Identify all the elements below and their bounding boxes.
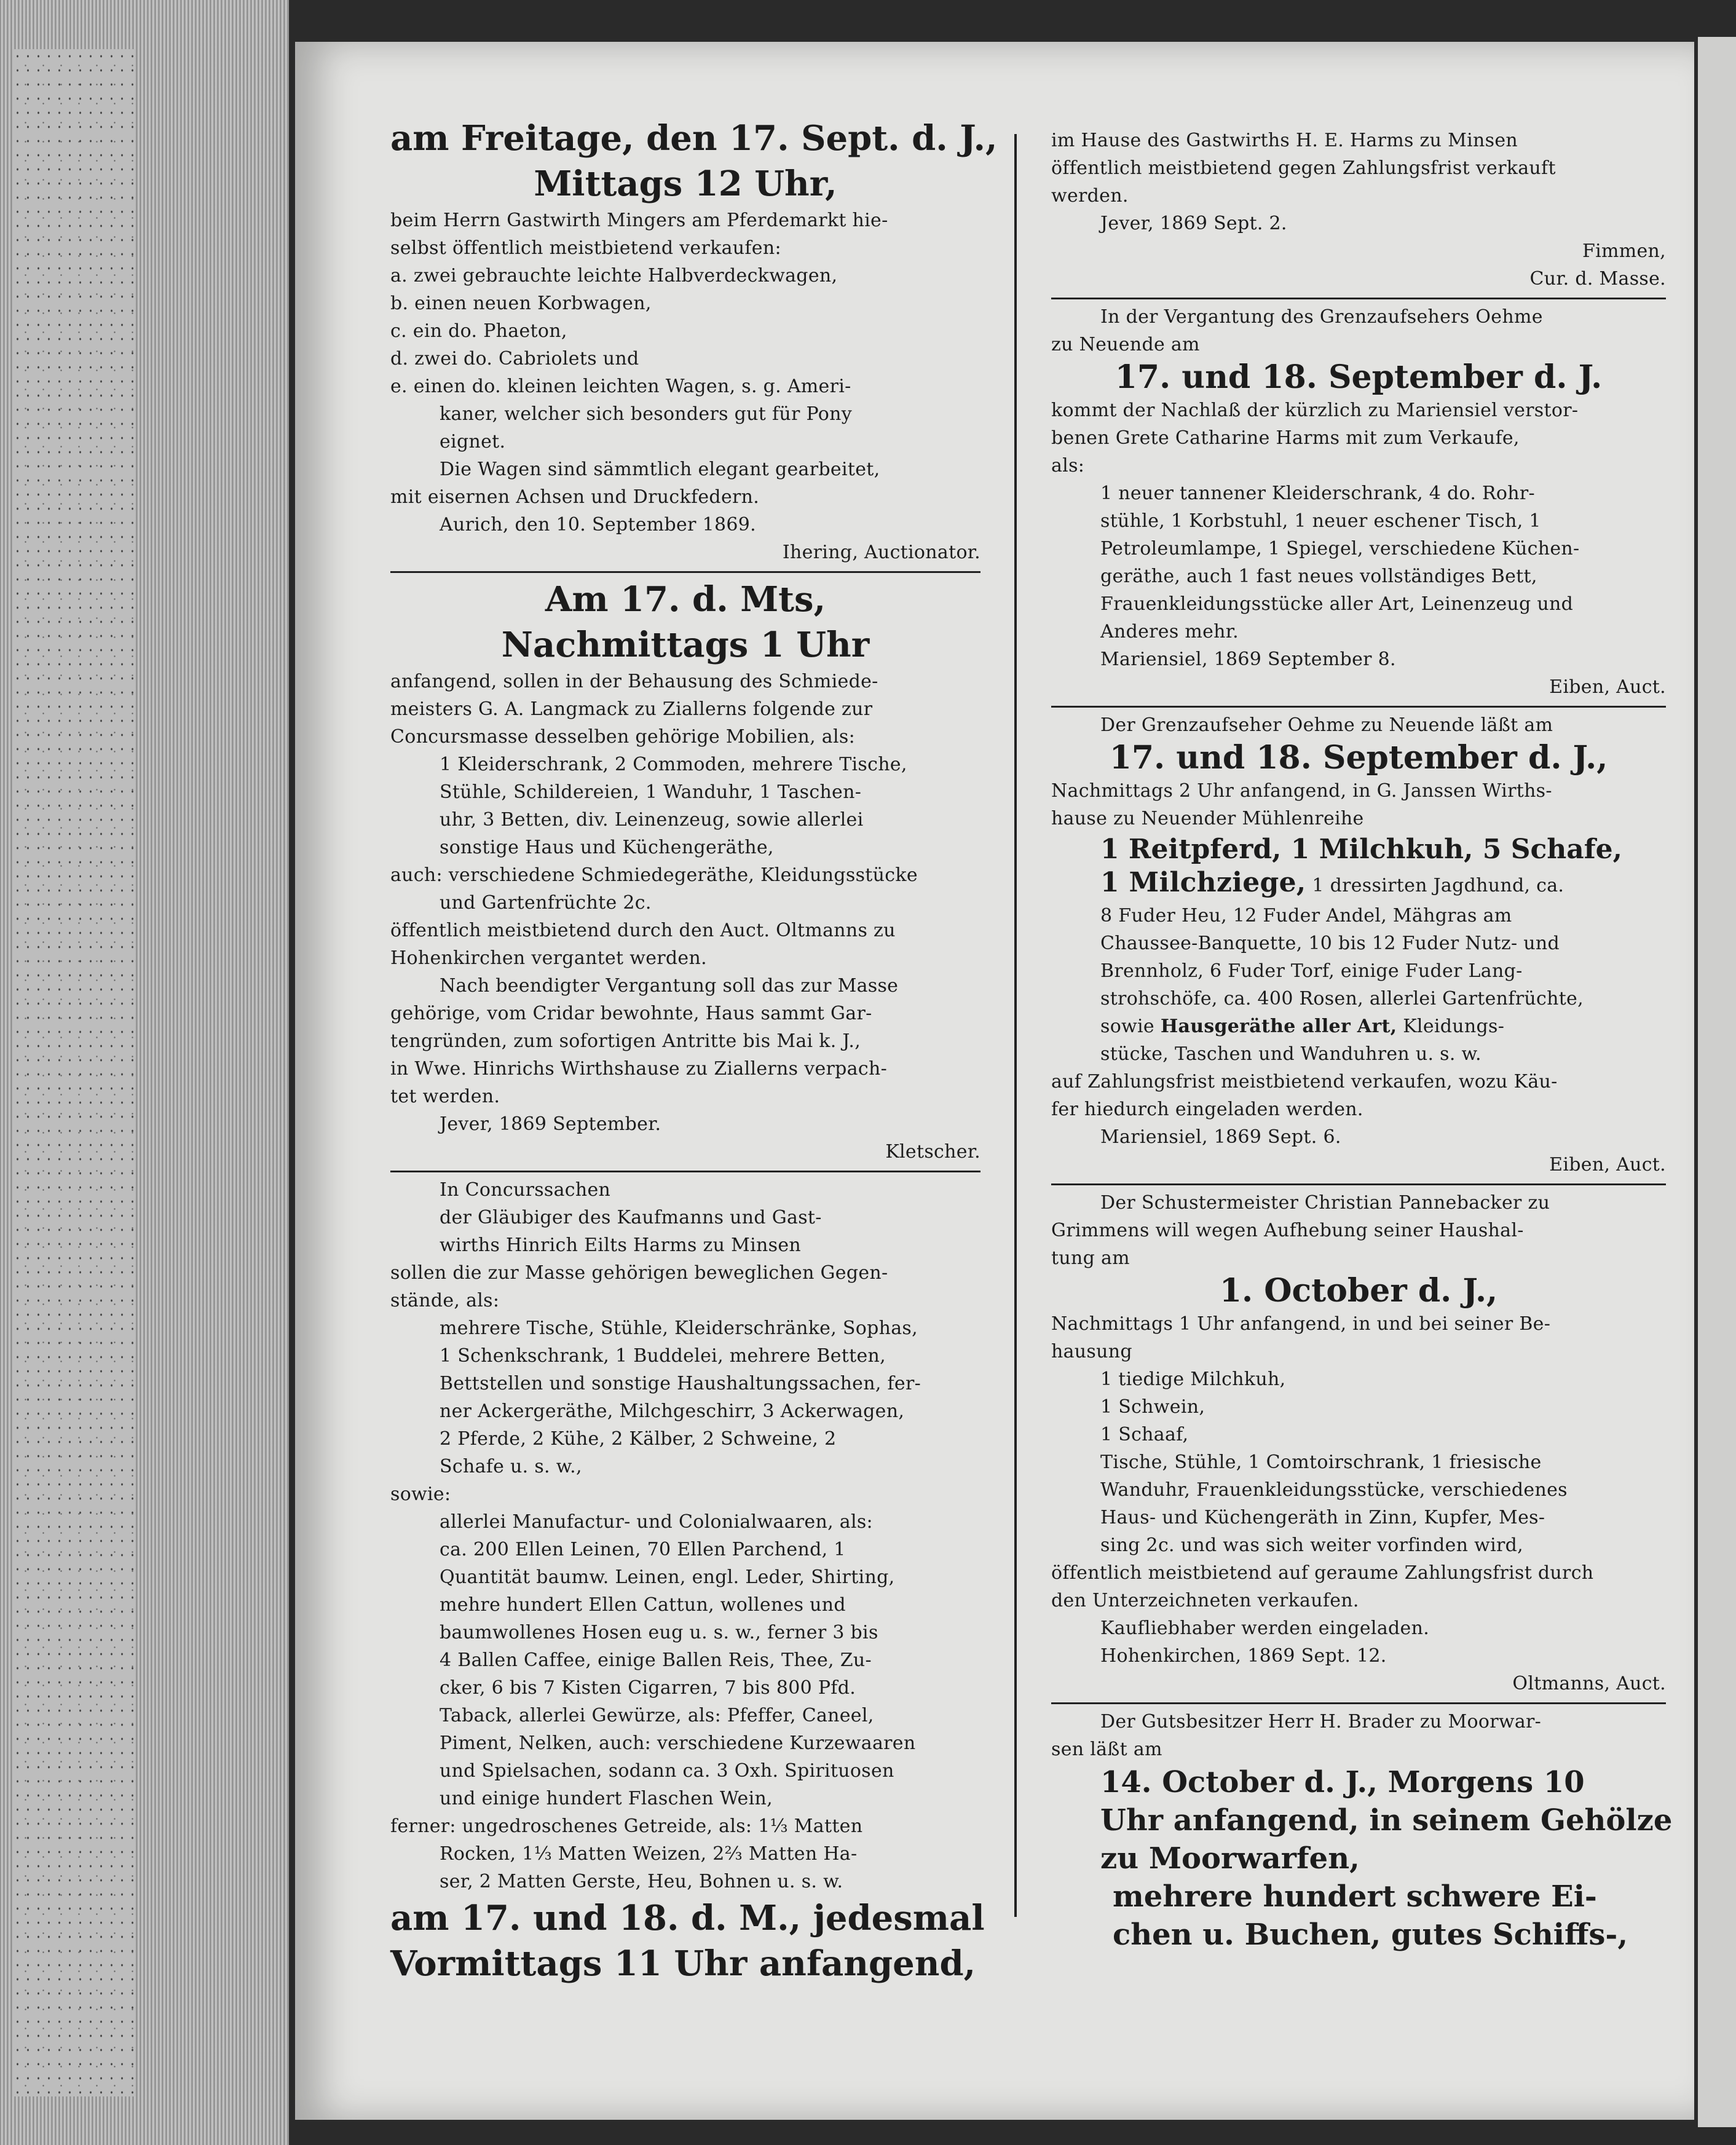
bold-line: zu Moorwarfen, <box>1100 1841 1360 1876</box>
text-line: werden. <box>1051 185 1129 207</box>
text-line: d. zwei do. Cabriolets und <box>390 348 639 369</box>
text-line: fer hiedurch eingeladen werden. <box>1051 1099 1363 1120</box>
text-line: strohschöfe, ca. 400 Rosen, allerlei Gartenfrüchte, <box>1100 988 1584 1009</box>
signature: Eiben, Auct. <box>1549 1154 1666 1175</box>
text-line: Hohenkirchen, 1869 Sept. 12. <box>1100 1645 1387 1667</box>
text-line: gehörige, vom Cridar bewohnte, Haus sammt Gar- <box>390 1003 872 1024</box>
text-line: Der Gutsbesitzer Herr H. Brader zu Moorwar- <box>1100 1711 1542 1732</box>
notice-concurs-langmack <box>390 577 980 1166</box>
text-line: 1 Kleiderschrank, 2 Commoden, mehrere Tische, <box>440 754 907 775</box>
text-line: öffentlich meistbietend gegen Zahlungsfrist verkauft <box>1051 157 1556 179</box>
text-line: stühle, 1 Korbstuhl, 1 neuer eschener Tisch, 1 <box>1100 510 1541 532</box>
text-line: 1 Schenkschrank, 1 Buddelei, mehrere Betten, <box>440 1345 886 1367</box>
text-line: geräthe, auch 1 fast neues vollständiges Bett, <box>1100 566 1537 587</box>
bold-line: 14. October d. J., Morgens 10 <box>1100 1765 1585 1799</box>
bold-line: Uhr anfangend, in seinem Gehölze <box>1100 1803 1673 1838</box>
text-line: 4 Ballen Caffee, einige Ballen Reis, Thee, Zu- <box>440 1649 872 1671</box>
notice-headline: Am 17. d. Mts, <box>545 579 826 620</box>
text-line: Stühle, Schildereien, 1 Wanduhr, 1 Taschen- <box>440 781 862 803</box>
text-line: stände, als: <box>390 1290 500 1311</box>
notice-headline: Mittags 12 Uhr, <box>534 164 837 204</box>
text-line: e. einen do. kleinen leichten Wagen, s. g. Ameri- <box>390 376 851 397</box>
text-line <box>1051 1013 1666 1040</box>
text-line: allerlei Manufactur- und Colonialwaaren, als: <box>440 1511 873 1533</box>
text-line: als: <box>1051 455 1085 476</box>
text-line: ser, 2 Matten Gerste, Heu, Bohnen u. s. w. <box>440 1871 843 1892</box>
text-line: den Unterzeichneten verkaufen. <box>1051 1590 1359 1611</box>
text-line: im Hause des Gastwirths H. E. Harms zu Minsen <box>1051 130 1518 151</box>
notice-pannebacker <box>1051 1189 1666 1697</box>
text-line: tet werden. <box>390 1086 500 1107</box>
text-line: Die Wagen sind sämmtlich elegant gearbeitet, <box>440 459 880 480</box>
text-line: Nachmittags 1 Uhr anfangend, in und bei seiner Be- <box>1051 1313 1551 1335</box>
text-line: Mariensiel, 1869 September 8. <box>1100 649 1396 670</box>
text-line: und Gartenfrüchte 2c. <box>440 892 652 914</box>
text-line: mehre hundert Ellen Cattun, wollenes und <box>440 1594 846 1616</box>
text-line: Grimmens will wegen Aufhebung seiner Haushal- <box>1051 1220 1524 1241</box>
left-column <box>390 116 998 1986</box>
notice-brader <box>1051 1708 1673 1954</box>
text-line: und Spielsachen, sodann ca. 3 Oxh. Spirituosen <box>440 1760 894 1782</box>
text-line: auch: verschiedene Schmiedegeräthe, Kleidungsstücke <box>390 864 918 886</box>
text-line: zu Neuende am <box>1051 334 1200 355</box>
text-line: ferner: ungedroschenes Getreide, als: 1⅓ Matten <box>390 1815 863 1837</box>
text-line: Haus- und Küchengeräth in Zinn, Kupfer, Mes- <box>1100 1507 1545 1528</box>
text-line: sowie: <box>390 1483 451 1505</box>
signature: Oltmanns, Auct. <box>1512 1673 1666 1694</box>
text-line: 1 tiedige Milchkuh, <box>1100 1369 1286 1390</box>
text-line: tengründen, zum sofortigen Antritte bis Mai k. J., <box>390 1030 861 1052</box>
notice-wagons <box>390 116 998 566</box>
bold-line: chen u. Buchen, gutes Schiffs-, <box>1113 1918 1628 1952</box>
text-line: eignet. <box>440 431 506 452</box>
text-line: Tische, Stühle, 1 Comtoirschrank, 1 friesische <box>1100 1452 1542 1473</box>
text-line: 8 Fuder Heu, 12 Fuder Andel, Mähgras am <box>1100 905 1512 926</box>
notice-concurs-harms <box>390 1176 985 1986</box>
text-line: sen läßt am <box>1051 1739 1162 1760</box>
text-line: Schafe u. s. w., <box>440 1456 582 1477</box>
text-line: Wanduhr, Frauenkleidungsstücke, verschiedenes <box>1100 1479 1568 1501</box>
text-line: Concursmasse desselben gehörige Mobilien, als: <box>390 726 855 748</box>
text-line: mit eisernen Achsen und Druckfedern. <box>390 486 760 508</box>
text-line: benen Grete Catharine Harms mit zum Verkaufe, <box>1051 427 1520 449</box>
text-line: und einige hundert Flaschen Wein, <box>440 1788 773 1809</box>
text-line: tung am <box>1051 1247 1130 1269</box>
text-line: uhr, 3 Betten, div. Leinenzeug, sowie allerlei <box>440 809 864 831</box>
text-line: beim Herrn Gastwirth Mingers am Pferdemarkt hie- <box>390 210 888 231</box>
newspaper-page <box>295 42 1694 2120</box>
notice-separator <box>1051 1702 1666 1704</box>
bold-line: mehrere hundert schwere Ei- <box>1113 1879 1597 1914</box>
notice-separator <box>1051 1183 1666 1185</box>
notice-harms-continued <box>1051 127 1666 293</box>
adjacent-page-edge <box>1698 37 1736 2127</box>
text-line: Frauenkleidungsstücke aller Art, Leinenzeug und <box>1100 593 1574 615</box>
signature: Eiben, Auct. <box>1549 676 1666 698</box>
text-fragment: sowie <box>1100 1016 1154 1037</box>
text-line: Petroleumlampe, 1 Spiegel, verschiedene Küchen- <box>1100 538 1580 559</box>
text-line: Jever, 1869 Sept. 2. <box>1100 213 1287 234</box>
text-line: in Wwe. Hinrichs Wirthshause zu Ziallerns verpach- <box>390 1058 888 1080</box>
text-line: Der Grenzaufseher Oehme zu Neuende läßt am <box>1100 714 1553 736</box>
text-line: Bettstellen und sonstige Haushaltungssachen, fer- <box>440 1373 921 1394</box>
text-line: Aurich, den 10. September 1869. <box>440 514 756 535</box>
text-line: Kaufliebhaber werden eingeladen. <box>1100 1618 1430 1639</box>
text-line: 1 neuer tannener Kleiderschrank, 4 do. Rohr- <box>1100 483 1535 504</box>
text-line: selbst öffentlich meistbietend verkaufen: <box>390 237 781 259</box>
notice-headline: Vormittags 11 Uhr anfangend, <box>390 1943 976 1984</box>
text-line: anfangend, sollen in der Behausung des Schmiede- <box>390 671 878 692</box>
text-line: Chaussee-Banquette, 10 bis 12 Fuder Nutz- und <box>1100 933 1560 954</box>
text-line: b. einen neuen Korbwagen, <box>390 293 652 314</box>
text-line: 1 Schaaf, <box>1100 1424 1189 1445</box>
text-fragment: 1 dressirten Jagdhund, ca. <box>1306 875 1564 896</box>
text-line: der Gläubiger des Kaufmanns und Gast- <box>440 1207 822 1228</box>
text-line: ca. 200 Ellen Leinen, 70 Ellen Parchend, 1 <box>440 1539 846 1560</box>
notice-oehme-nachlass <box>1051 303 1666 701</box>
right-column <box>1051 127 1673 1954</box>
text-line: Hohenkirchen vergantet werden. <box>390 947 707 969</box>
bold-item: Hausgeräthe aller Art, <box>1160 1016 1397 1037</box>
text-line: sollen die zur Masse gehörigen beweglichen Gegen- <box>390 1262 888 1284</box>
text-line: kommt der Nachlaß der kürzlich zu Mariensiel verstor- <box>1051 400 1579 421</box>
notice-headline: am 17. und 18. d. M., jedesmal <box>390 1898 985 1938</box>
text-line: wirths Hinrich Eilts Harms zu Minsen <box>440 1234 802 1256</box>
text-line: sing 2c. und was sich weiter vorfinden wird, <box>1100 1535 1523 1556</box>
text-line: ner Ackergeräthe, Milchgeschirr, 3 Ackerwagen, <box>440 1400 905 1422</box>
text-line: auf Zahlungsfrist meistbietend verkaufen, wozu Käu- <box>1051 1071 1558 1092</box>
bold-item-line: 1 Reitpferd, 1 Milchkuh, 5 Schafe, <box>1100 834 1622 865</box>
signature: Ihering, Auctionator. <box>782 542 980 563</box>
text-line: hausung <box>1051 1341 1132 1362</box>
text-line: Nachmittags 2 Uhr anfangend, in G. Janssen Wirths- <box>1051 780 1552 802</box>
text-line: In Concurssachen <box>440 1179 611 1201</box>
notice-headline: 1. October d. J., <box>1219 1272 1498 1310</box>
text-line: cker, 6 bis 7 Kisten Cigarren, 7 bis 800 Pfd. <box>440 1677 856 1699</box>
notice-headline: am Freitage, den 17. Sept. d. J., <box>390 118 998 159</box>
text-line: 1 Schwein, <box>1100 1396 1205 1418</box>
signature: Cur. d. Masse. <box>1529 268 1666 290</box>
text-line: öffentlich meistbietend auf geraume Zahlungsfrist durch <box>1051 1562 1594 1584</box>
text-line: Jever, 1869 September. <box>440 1113 661 1135</box>
column-divider <box>1014 134 1017 1917</box>
notice-oehme-livestock <box>1051 711 1666 1179</box>
text-line: Taback, allerlei Gewürze, als: Pfeffer, Caneel, <box>440 1705 874 1726</box>
notice-separator <box>1051 706 1666 708</box>
text-line: Piment, Nelken, auch: verschiedene Kurzewaaren <box>440 1732 916 1754</box>
signature: Kletscher. <box>885 1141 980 1163</box>
text-line: hause zu Neuender Mühlenreihe <box>1051 808 1364 829</box>
notice-separator <box>1051 298 1666 299</box>
notice-separator <box>390 1171 980 1172</box>
text-line: Anderes mehr. <box>1100 621 1239 642</box>
text-line: Nach beendigter Vergantung soll das zur Masse <box>440 975 899 997</box>
text-line <box>1051 867 1666 902</box>
text-line: Brennholz, 6 Fuder Torf, einige Fuder Lang- <box>1100 960 1523 982</box>
text-line: mehrere Tische, Stühle, Kleiderschränke, Sophas, <box>440 1317 918 1339</box>
notice-headline: 17. und 18. September d. J. <box>1115 358 1603 396</box>
text-line: 2 Pferde, 2 Kühe, 2 Kälber, 2 Schweine, 2 <box>440 1428 837 1450</box>
text-line: baumwollenes Hosen eug u. s. w., ferner 3 bis <box>440 1622 878 1643</box>
text-line: sonstige Haus und Küchengeräthe, <box>440 837 774 858</box>
bold-item: 1 Milchziege, <box>1100 867 1306 898</box>
text-line: Mariensiel, 1869 Sept. 6. <box>1100 1126 1341 1148</box>
book-cover <box>12 49 135 2096</box>
notice-headline: 17. und 18. September d. J., <box>1109 739 1608 776</box>
text-line: öffentlich meistbietend durch den Auct. Oltmanns zu <box>390 920 896 941</box>
text-line: meisters G. A. Langmack zu Ziallerns folgende zur <box>390 698 873 720</box>
text-line: stücke, Taschen und Wanduhren u. s. w. <box>1100 1043 1482 1065</box>
text-line: Der Schustermeister Christian Pannebacker zu <box>1100 1192 1550 1214</box>
text-line: kaner, welcher sich besonders gut für Pony <box>440 403 852 425</box>
text-line: In der Vergantung des Grenzaufsehers Oehme <box>1100 306 1543 328</box>
text-line: c. ein do. Phaeton, <box>390 320 567 342</box>
notice-headline: Nachmittags 1 Uhr <box>501 625 870 665</box>
text-line: a. zwei gebrauchte leichte Halbverdeckwagen, <box>390 265 838 286</box>
notice-separator <box>390 571 980 573</box>
text-line: Rocken, 1⅓ Matten Weizen, 2⅔ Matten Ha- <box>440 1843 858 1865</box>
text-line: Quantität baumw. Leinen, engl. Leder, Shirting, <box>440 1566 895 1588</box>
signature: Fimmen, <box>1582 240 1666 262</box>
text-fragment: Kleidungs- <box>1397 1016 1505 1037</box>
